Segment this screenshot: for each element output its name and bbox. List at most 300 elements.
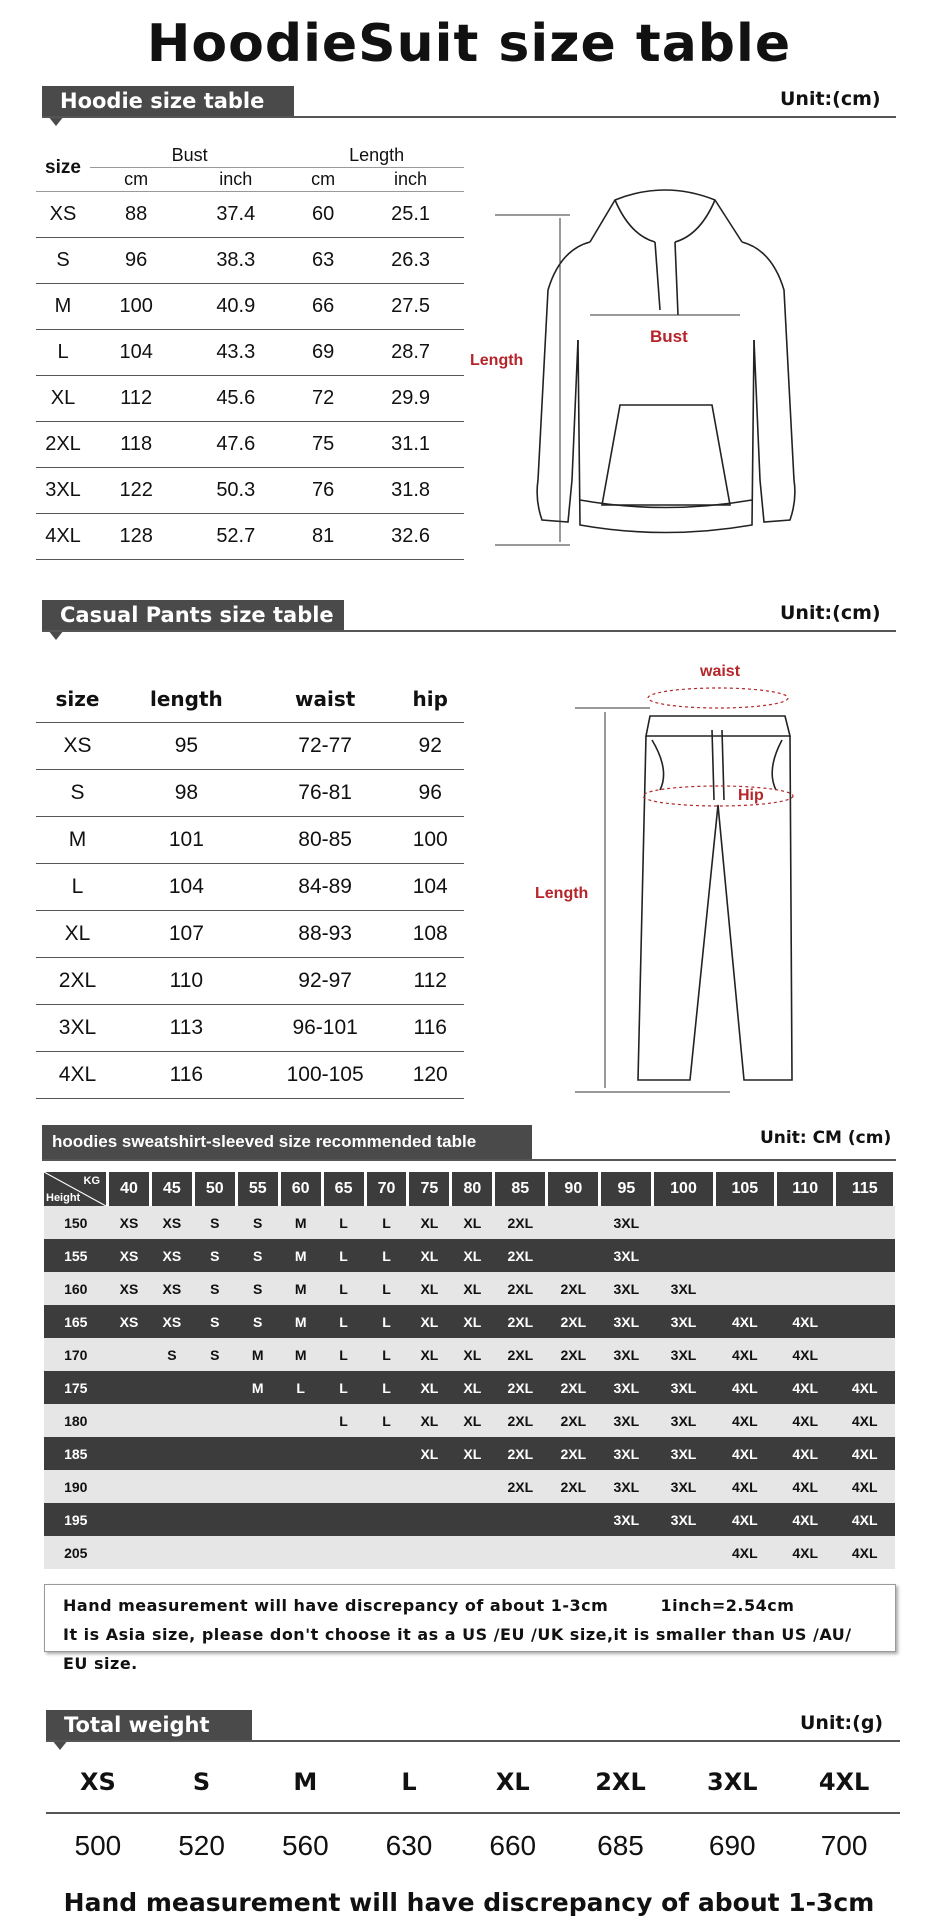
- pants-waist-label: waist: [700, 663, 741, 680]
- size-recommend-cell: 3XL: [653, 1503, 714, 1536]
- waist-cell: 100-105: [254, 1052, 397, 1099]
- size-recommend-cell: [547, 1503, 600, 1536]
- size-recommend-cell: 3XL: [653, 1338, 714, 1371]
- pants-section-divider: [42, 630, 896, 632]
- hip-cell: 100: [396, 817, 464, 864]
- pants-hip-label: Hip: [738, 787, 764, 804]
- length-cell: 104: [119, 864, 254, 911]
- size-recommend-cell: 4XL: [835, 1437, 895, 1470]
- waist-cell: 88-93: [254, 911, 397, 958]
- bust-cm-cell: 122: [90, 468, 182, 514]
- bust-inch-cell: 52.7: [182, 514, 289, 560]
- size-recommend-cell: 4XL: [775, 1437, 834, 1470]
- size-recommend-cell: 4XL: [775, 1536, 834, 1569]
- size-recommend-cell: 3XL: [600, 1404, 653, 1437]
- pants-row: [36, 1052, 464, 1099]
- weight-value-cell: 690: [708, 1830, 756, 1861]
- pants-col-waist: waist: [254, 676, 397, 723]
- bust-inch-cell: 38.3: [182, 238, 289, 284]
- size-recommend-cell: [279, 1536, 322, 1569]
- size-recommend-cell: [279, 1404, 322, 1437]
- size-recommend-cell: [236, 1437, 279, 1470]
- pants-unit-label: Unit:(cm): [780, 602, 881, 624]
- size-recommend-cell: XL: [451, 1206, 494, 1239]
- height-cell: 150: [44, 1206, 108, 1239]
- size-recommend-cell: 4XL: [714, 1437, 775, 1470]
- size-recommend-cell: L: [365, 1338, 408, 1371]
- length-cm-cell: 72: [289, 376, 357, 422]
- size-recommend-cell: [835, 1338, 895, 1371]
- pants-diagram: [530, 660, 860, 1100]
- waist-cell: 92-97: [254, 958, 397, 1005]
- bust-inch-cell: 37.4: [182, 192, 289, 238]
- pants-row: [36, 723, 464, 770]
- size-recommend-cell: [365, 1437, 408, 1470]
- size-recommend-cell: [835, 1239, 895, 1272]
- size-recommend-cell: [193, 1503, 236, 1536]
- size-recommend-cell: M: [236, 1338, 279, 1371]
- hoodie-row: [36, 330, 464, 376]
- size-recommend-cell: [835, 1206, 895, 1239]
- pants-col-length: length: [119, 676, 254, 723]
- bust-inch-cell: 47.6: [182, 422, 289, 468]
- size-recommend-cell: [365, 1470, 408, 1503]
- length-cm-cell: 81: [289, 514, 357, 560]
- size-recommend-cell: [775, 1206, 834, 1239]
- hoodie-bust-label: Bust: [650, 327, 688, 346]
- hoodie-length-label: Length: [470, 352, 524, 369]
- size-recommend-cell: 4XL: [714, 1470, 775, 1503]
- size-recommend-cell: 4XL: [714, 1371, 775, 1404]
- size-recommend-cell: [279, 1470, 322, 1503]
- size-recommend-cell: [236, 1536, 279, 1569]
- length-cm-cell: 69: [289, 330, 357, 376]
- size-recommend-cell: [108, 1338, 151, 1371]
- size-cell: XS: [36, 723, 119, 770]
- size-recommend-cell: 3XL: [653, 1437, 714, 1470]
- size-recommend-cell: XL: [408, 1338, 451, 1371]
- size-recommend-cell: [193, 1404, 236, 1437]
- size-recommend-cell: 4XL: [775, 1470, 834, 1503]
- length-inch-cell: 28.7: [357, 330, 464, 376]
- waist-cell: 76-81: [254, 770, 397, 817]
- bust-cm-cell: 112: [90, 376, 182, 422]
- weight-col-header: 50: [193, 1172, 236, 1206]
- size-recommend-cell: XL: [451, 1437, 494, 1470]
- size-recommend-cell: M: [279, 1272, 322, 1305]
- weight-unit-label: Unit:(g): [800, 1712, 884, 1734]
- size-cell: 4XL: [36, 514, 90, 560]
- height-cell: 195: [44, 1503, 108, 1536]
- size-recommend-cell: [494, 1503, 547, 1536]
- size-recommend-cell: [775, 1239, 834, 1272]
- col-size: size: [36, 144, 90, 192]
- size-recommend-cell: 4XL: [835, 1470, 895, 1503]
- size-recommend-cell: 2XL: [494, 1239, 547, 1272]
- weight-size-cell: XL: [461, 1752, 565, 1813]
- size-recommend-cell: [365, 1503, 408, 1536]
- height-cell: 180: [44, 1404, 108, 1437]
- length-inch-cell: 26.3: [357, 238, 464, 284]
- size-recommend-cell: 4XL: [835, 1371, 895, 1404]
- waist-cell: 80-85: [254, 817, 397, 864]
- bust-inch-cell: 43.3: [182, 330, 289, 376]
- size-recommend-cell: 2XL: [494, 1272, 547, 1305]
- size-recommend-cell: 2XL: [547, 1272, 600, 1305]
- weight-col-header: 80: [451, 1172, 494, 1206]
- length-cell: 110: [119, 958, 254, 1005]
- sub-inch: inch: [182, 168, 289, 192]
- size-recommend-cell: [150, 1470, 193, 1503]
- size-recommend-cell: 2XL: [494, 1338, 547, 1371]
- size-cell: L: [36, 864, 119, 911]
- size-recommend-cell: [150, 1404, 193, 1437]
- size-recommend-cell: [653, 1239, 714, 1272]
- size-recommend-cell: XS: [108, 1206, 151, 1239]
- size-cell: XL: [36, 911, 119, 958]
- size-recommend-cell: 3XL: [600, 1272, 653, 1305]
- sub-inch: inch: [357, 168, 464, 192]
- size-cell: 3XL: [36, 468, 90, 514]
- size-recommend-cell: S: [236, 1305, 279, 1338]
- height-cell: 190: [44, 1470, 108, 1503]
- size-recommend-cell: 2XL: [494, 1470, 547, 1503]
- bust-inch-cell: 50.3: [182, 468, 289, 514]
- hip-cell: 96: [396, 770, 464, 817]
- size-recommend-cell: [653, 1206, 714, 1239]
- size-recommend-cell: 3XL: [600, 1338, 653, 1371]
- size-cell: XS: [36, 192, 90, 238]
- recommend-row: [44, 1536, 895, 1569]
- size-recommend-cell: [547, 1239, 600, 1272]
- weight-size-cell: 4XL: [788, 1752, 900, 1813]
- size-recommend-cell: [236, 1503, 279, 1536]
- size-recommend-cell: XL: [451, 1404, 494, 1437]
- size-recommend-cell: XS: [150, 1239, 193, 1272]
- height-cell: 160: [44, 1272, 108, 1305]
- hoodie-diagram: [470, 180, 860, 560]
- recommend-row: [44, 1371, 895, 1404]
- size-recommend-cell: 3XL: [653, 1371, 714, 1404]
- weight-col-header: 100: [653, 1172, 714, 1206]
- size-recommend-cell: 4XL: [835, 1536, 895, 1569]
- size-recommend-cell: [193, 1536, 236, 1569]
- corner-kg: KG: [83, 1175, 100, 1187]
- length-cell: 107: [119, 911, 254, 958]
- waist-cell: 96-101: [254, 1005, 397, 1052]
- size-recommend-cell: [150, 1503, 193, 1536]
- pants-col-size: size: [36, 676, 119, 723]
- weight-value-cell: 560: [281, 1830, 329, 1861]
- size-recommend-cell: S: [236, 1272, 279, 1305]
- size-recommend-cell: S: [193, 1239, 236, 1272]
- hip-cell: 120: [396, 1052, 464, 1099]
- size-recommend-cell: [408, 1536, 451, 1569]
- size-recommend-cell: 4XL: [714, 1305, 775, 1338]
- waist-cell: 84-89: [254, 864, 397, 911]
- pants-row: [36, 1005, 464, 1052]
- size-recommend-cell: XS: [150, 1272, 193, 1305]
- height-cell: 165: [44, 1305, 108, 1338]
- size-recommend-cell: M: [236, 1371, 279, 1404]
- length-cm-cell: 75: [289, 422, 357, 468]
- footer-note: Hand measurement will have discrepancy of about 1-3cm: [63, 1888, 875, 1917]
- size-cell: M: [36, 817, 119, 864]
- pants-row: [36, 770, 464, 817]
- weight-size-cell: XS: [46, 1752, 150, 1813]
- hoodie-size-table: [36, 144, 464, 560]
- weight-value-cell: 660: [489, 1830, 537, 1861]
- size-cell: S: [36, 238, 90, 284]
- page-title: HoodieSuit size table: [146, 14, 792, 74]
- size-recommend-cell: L: [365, 1305, 408, 1338]
- height-cell: 155: [44, 1239, 108, 1272]
- bust-cm-cell: 88: [90, 192, 182, 238]
- size-recommend-cell: [547, 1536, 600, 1569]
- size-recommend-cell: 3XL: [600, 1371, 653, 1404]
- size-recommend-cell: [150, 1437, 193, 1470]
- size-recommend-cell: XL: [408, 1206, 451, 1239]
- weight-col-header: 60: [279, 1172, 322, 1206]
- bust-inch-cell: 40.9: [182, 284, 289, 330]
- weight-size-cell: L: [357, 1752, 461, 1813]
- size-recommend-cell: [108, 1536, 151, 1569]
- size-recommend-cell: 3XL: [653, 1470, 714, 1503]
- weight-col-header: 65: [322, 1172, 365, 1206]
- size-cell: 2XL: [36, 422, 90, 468]
- weight-value-cell: 500: [74, 1830, 122, 1861]
- recommend-row: [44, 1305, 895, 1338]
- size-recommend-cell: S: [193, 1272, 236, 1305]
- size-recommend-cell: S: [236, 1206, 279, 1239]
- size-recommend-cell: 3XL: [600, 1437, 653, 1470]
- size-recommend-cell: [653, 1536, 714, 1569]
- note-discrepancy: Hand measurement will have discrepancy of about 1-3cm: [63, 1596, 609, 1615]
- weight-value-cell: 520: [178, 1830, 225, 1861]
- size-recommend-cell: 4XL: [775, 1503, 834, 1536]
- weight-size-cell: 2XL: [565, 1752, 677, 1813]
- size-cell: S: [36, 770, 119, 817]
- size-recommend-cell: [150, 1536, 193, 1569]
- weight-col-header: 110: [775, 1172, 834, 1206]
- length-cell: 95: [119, 723, 254, 770]
- size-recommend-cell: M: [279, 1206, 322, 1239]
- size-recommend-cell: XL: [451, 1272, 494, 1305]
- size-recommend-cell: [322, 1470, 365, 1503]
- size-recommend-cell: [365, 1536, 408, 1569]
- size-recommend-cell: XS: [108, 1239, 151, 1272]
- height-cell: 170: [44, 1338, 108, 1371]
- size-recommend-cell: [108, 1503, 151, 1536]
- col-length: Length: [289, 144, 464, 168]
- length-cm-cell: 66: [289, 284, 357, 330]
- hoodie-row: [36, 376, 464, 422]
- size-recommend-cell: 4XL: [775, 1305, 834, 1338]
- size-recommend-cell: XL: [408, 1305, 451, 1338]
- size-cell: L: [36, 330, 90, 376]
- size-recommend-cell: [279, 1437, 322, 1470]
- size-recommend-cell: 2XL: [547, 1371, 600, 1404]
- weight-value-cell: 700: [820, 1830, 868, 1861]
- weight-col-header: 90: [547, 1172, 600, 1206]
- length-cell: 98: [119, 770, 254, 817]
- weight-col-header: 105: [714, 1172, 775, 1206]
- size-recommend-cell: [108, 1371, 151, 1404]
- size-recommend-cell: L: [322, 1305, 365, 1338]
- bust-cm-cell: 96: [90, 238, 182, 284]
- size-recommend-cell: [451, 1470, 494, 1503]
- size-recommend-cell: [714, 1239, 775, 1272]
- size-recommend-cell: XL: [451, 1305, 494, 1338]
- measurement-note-box: [44, 1584, 896, 1673]
- length-inch-cell: 25.1: [357, 192, 464, 238]
- size-recommend-cell: [835, 1272, 895, 1305]
- size-recommend-cell: 2XL: [494, 1371, 547, 1404]
- size-recommend-cell: L: [365, 1272, 408, 1305]
- size-recommend-cell: [451, 1536, 494, 1569]
- size-recommend-cell: XS: [150, 1305, 193, 1338]
- length-inch-cell: 31.1: [357, 422, 464, 468]
- height-cell: 175: [44, 1371, 108, 1404]
- height-cell: 205: [44, 1536, 108, 1569]
- size-cell: M: [36, 284, 90, 330]
- size-recommend-cell: XS: [150, 1206, 193, 1239]
- size-recommend-cell: L: [365, 1239, 408, 1272]
- size-recommend-cell: L: [322, 1239, 365, 1272]
- recommend-section-heading: hoodies sweatshirt-sleeved size recommended table: [42, 1125, 532, 1159]
- size-recommend-cell: XL: [408, 1404, 451, 1437]
- size-recommend-cell: 3XL: [600, 1239, 653, 1272]
- weight-size-cell: 3XL: [676, 1752, 788, 1813]
- sub-cm: cm: [90, 168, 182, 192]
- size-cell: XL: [36, 376, 90, 422]
- size-recommend-cell: M: [279, 1338, 322, 1371]
- size-recommend-cell: [322, 1536, 365, 1569]
- hoodie-section-divider: [42, 116, 896, 118]
- size-recommend-cell: XL: [408, 1437, 451, 1470]
- hoodie-row: [36, 514, 464, 560]
- size-recommend-cell: [236, 1404, 279, 1437]
- size-recommend-cell: 2XL: [494, 1305, 547, 1338]
- size-recommend-cell: L: [322, 1338, 365, 1371]
- hip-cell: 92: [396, 723, 464, 770]
- size-recommend-cell: L: [322, 1371, 365, 1404]
- size-recommend-cell: 3XL: [653, 1404, 714, 1437]
- size-recommend-cell: XL: [451, 1338, 494, 1371]
- pants-row: [36, 817, 464, 864]
- size-recommend-cell: 2XL: [547, 1338, 600, 1371]
- weight-col-header: 70: [365, 1172, 408, 1206]
- size-recommend-cell: XS: [108, 1272, 151, 1305]
- recommend-unit-label: Unit: CM (cm): [760, 1128, 892, 1148]
- note-line-1: [63, 1591, 877, 1620]
- hoodie-row: [36, 422, 464, 468]
- size-recommend-cell: 4XL: [835, 1404, 895, 1437]
- size-recommend-cell: 4XL: [775, 1338, 834, 1371]
- size-recommend-cell: 4XL: [775, 1404, 834, 1437]
- size-recommend-cell: [600, 1536, 653, 1569]
- recommend-row: [44, 1437, 895, 1470]
- pants-size-table: [36, 676, 464, 1099]
- col-bust: Bust: [90, 144, 289, 168]
- weight-table: [46, 1752, 900, 1878]
- size-recommend-cell: XL: [408, 1371, 451, 1404]
- weight-section-divider: [46, 1740, 900, 1742]
- size-recommend-cell: 3XL: [600, 1206, 653, 1239]
- pants-length-label: Length: [535, 885, 589, 902]
- bust-cm-cell: 128: [90, 514, 182, 560]
- size-recommend-cell: XL: [408, 1272, 451, 1305]
- length-cm-cell: 60: [289, 192, 357, 238]
- size-recommend-cell: L: [365, 1371, 408, 1404]
- note-asia-size: It is Asia size, please don't choose it as a US /EU /UK size,it is smaller than US /AU/ EU size.: [63, 1625, 852, 1673]
- recommend-row: [44, 1272, 895, 1305]
- size-recommend-cell: 2XL: [494, 1404, 547, 1437]
- size-recommend-cell: 4XL: [714, 1338, 775, 1371]
- size-recommend-cell: 3XL: [600, 1305, 653, 1338]
- bust-cm-cell: 104: [90, 330, 182, 376]
- weight-size-cell: M: [253, 1752, 357, 1813]
- size-recommend-cell: M: [279, 1239, 322, 1272]
- pants-col-hip: hip: [396, 676, 464, 723]
- size-recommend-cell: 4XL: [835, 1503, 895, 1536]
- corner-height: Height: [46, 1192, 81, 1204]
- recommend-row: [44, 1206, 895, 1239]
- size-recommend-cell: [193, 1371, 236, 1404]
- size-recommend-cell: [547, 1206, 600, 1239]
- size-recommend-cell: L: [365, 1206, 408, 1239]
- length-inch-cell: 27.5: [357, 284, 464, 330]
- hip-cell: 108: [396, 911, 464, 958]
- size-recommend-cell: [408, 1503, 451, 1536]
- weight-section-heading: Total weight: [46, 1710, 252, 1740]
- bust-cm-cell: 118: [90, 422, 182, 468]
- size-cell: 3XL: [36, 1005, 119, 1052]
- size-recommend-cell: [193, 1470, 236, 1503]
- size-recommend-cell: 2XL: [547, 1470, 600, 1503]
- size-recommend-cell: [279, 1503, 322, 1536]
- size-recommend-cell: S: [193, 1206, 236, 1239]
- note-inch-conversion: 1inch=2.54cm: [660, 1596, 795, 1615]
- size-recommend-cell: XL: [408, 1239, 451, 1272]
- weight-value-cell: 630: [385, 1830, 433, 1861]
- bust-inch-cell: 45.6: [182, 376, 289, 422]
- size-recommend-cell: S: [193, 1305, 236, 1338]
- weight-col-header: 45: [150, 1172, 193, 1206]
- weight-col-header: 95: [600, 1172, 653, 1206]
- size-recommend-cell: [494, 1536, 547, 1569]
- size-recommend-cell: XS: [108, 1305, 151, 1338]
- size-recommend-cell: 2XL: [547, 1404, 600, 1437]
- length-cell: 101: [119, 817, 254, 864]
- size-recommend-cell: L: [365, 1404, 408, 1437]
- size-recommend-cell: 2XL: [547, 1305, 600, 1338]
- size-recommend-cell: [408, 1470, 451, 1503]
- length-inch-cell: 31.8: [357, 468, 464, 514]
- size-recommend-cell: [108, 1437, 151, 1470]
- size-recommend-cell: 3XL: [653, 1272, 714, 1305]
- length-cell: 113: [119, 1005, 254, 1052]
- recommend-row: [44, 1503, 895, 1536]
- weight-col-header: 75: [408, 1172, 451, 1206]
- weight-size-cell: S: [150, 1752, 254, 1813]
- size-recommend-cell: S: [150, 1338, 193, 1371]
- recommend-row: [44, 1404, 895, 1437]
- size-cell: 4XL: [36, 1052, 119, 1099]
- size-recommend-cell: [150, 1371, 193, 1404]
- size-recommend-cell: [108, 1470, 151, 1503]
- size-recommend-cell: [108, 1404, 151, 1437]
